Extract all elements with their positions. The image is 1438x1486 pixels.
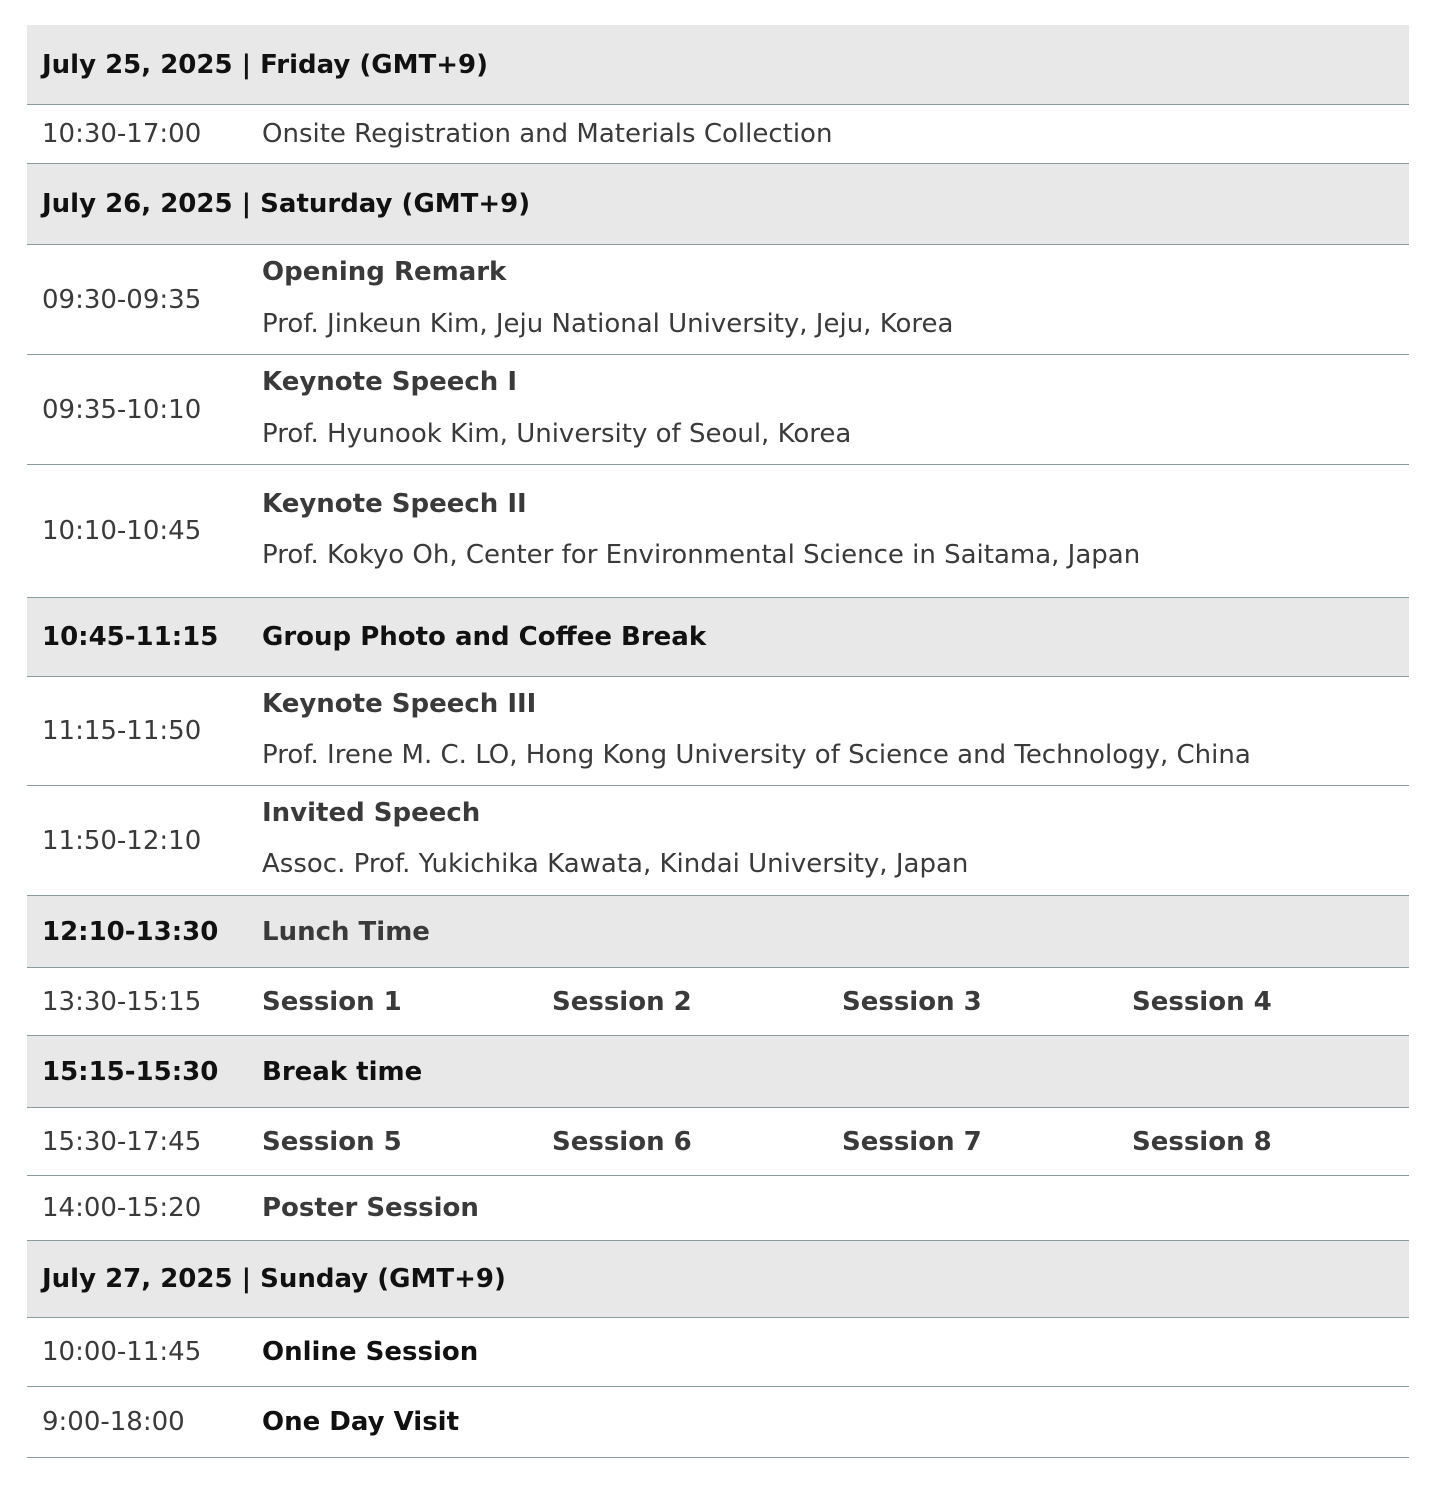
- session-label: Session 7: [842, 1126, 982, 1157]
- event-title: Keynote Speech III: [262, 689, 537, 719]
- time-slot: 09:35-10:10: [42, 394, 202, 425]
- table-row: [27, 786, 1409, 896]
- time-slot: 11:15-11:50: [42, 716, 202, 746]
- event-label: Lunch Time: [262, 916, 430, 947]
- table-row: [27, 1318, 1409, 1387]
- day-heading: July 25, 2025 | Friday (GMT+9): [42, 49, 488, 80]
- table-row: [27, 896, 1409, 968]
- table-row: [27, 355, 1409, 465]
- event-label: One Day Visit: [262, 1407, 460, 1437]
- day-header-july-25: [27, 25, 1409, 105]
- table-row: [27, 1387, 1409, 1458]
- session-label: Session 4: [1132, 986, 1272, 1017]
- session-label: Session 5: [262, 1126, 402, 1157]
- table-row: [27, 245, 1409, 355]
- event-speaker: Assoc. Prof. Yukichika Kawata, Kindai University, Japan: [262, 849, 969, 879]
- table-row: [27, 1036, 1409, 1108]
- event-title: Keynote Speech I: [262, 367, 518, 397]
- event-speaker: Prof. Irene M. C. LO, Hong Kong University of Science and Technology, China: [262, 740, 1251, 770]
- day-heading: July 26, 2025 | Saturday (GMT+9): [42, 189, 531, 219]
- time-slot: 10:10-10:45: [42, 516, 202, 546]
- day-heading: July 27, 2025 | Sunday (GMT+9): [42, 1264, 506, 1294]
- session-label: Session 3: [842, 986, 982, 1017]
- time-slot: 15:30-17:45: [42, 1126, 202, 1157]
- schedule-table: [27, 25, 1409, 1458]
- event-label: Group Photo and Coffee Break: [262, 622, 707, 652]
- session-label: Session 2: [552, 986, 692, 1017]
- time-slot: 14:00-15:20: [42, 1193, 202, 1223]
- table-row: [27, 105, 1409, 164]
- session-label: Session 6: [552, 1126, 692, 1157]
- time-slot: 10:30-17:00: [42, 119, 202, 149]
- session-label: Session 8: [1132, 1126, 1272, 1157]
- time-slot: 15:15-15:30: [42, 1056, 219, 1087]
- time-slot: 12:10-13:30: [42, 916, 219, 947]
- event-speaker: Prof. Hyunook Kim, University of Seoul, Korea: [262, 419, 852, 449]
- table-row: [27, 465, 1409, 598]
- event-label: Break time: [262, 1056, 423, 1087]
- event-speaker: Prof. Jinkeun Kim, Jeju National University, Jeju, Korea: [262, 309, 954, 339]
- table-row: [27, 968, 1409, 1036]
- event-title: Keynote Speech II: [262, 489, 527, 519]
- time-slot: 09:30-09:35: [42, 284, 202, 315]
- day-header-july-27: [27, 1241, 1409, 1318]
- event-title: Opening Remark: [262, 257, 507, 287]
- time-slot: 10:00-11:45: [42, 1337, 202, 1367]
- time-slot: 9:00-18:00: [42, 1407, 185, 1437]
- session-label: Session 1: [262, 986, 402, 1017]
- event-label: Poster Session: [262, 1193, 479, 1223]
- table-row: [27, 1176, 1409, 1241]
- table-row: [27, 677, 1409, 786]
- day-header-july-26: [27, 164, 1409, 245]
- time-slot: 10:45-11:15: [42, 622, 219, 652]
- event-label: Online Session: [262, 1337, 479, 1367]
- time-slot: 13:30-15:15: [42, 986, 202, 1017]
- event-title: Invited Speech: [262, 798, 481, 828]
- event-label: Onsite Registration and Materials Collection: [262, 119, 833, 149]
- table-row: [27, 598, 1409, 677]
- time-slot: 11:50-12:10: [42, 825, 202, 856]
- event-speaker: Prof. Kokyo Oh, Center for Environmental Science in Saitama, Japan: [262, 540, 1141, 570]
- table-row: [27, 1108, 1409, 1176]
